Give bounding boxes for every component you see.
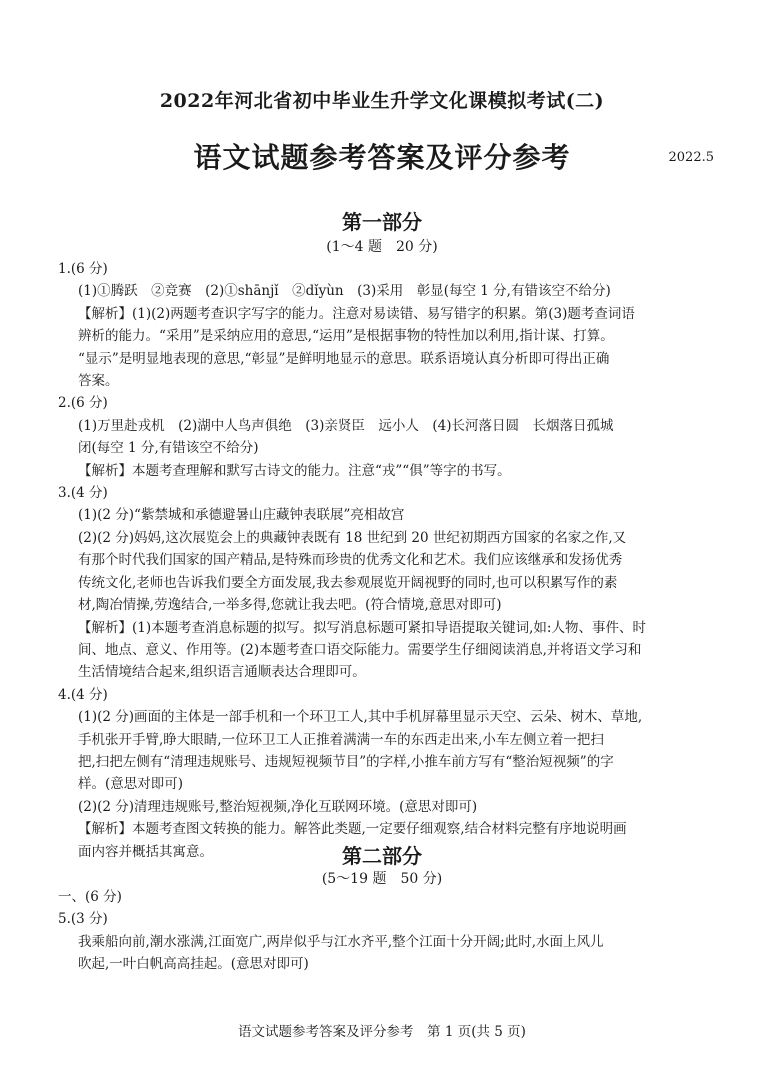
answer-line: 闭(每空 1 分,有错该空不给分) — [78, 440, 259, 457]
answer-line: 手机张开手臂,睁大眼睛,一位环卫工人正推着满满一车的东西走出来,小车左侧立着一把扫 — [78, 731, 604, 748]
answer-line: (1)(2 分)画面的主体是一部手机和一个环卫工人,其中手机屏幕里显示天空、云朵、树木、草地, — [78, 709, 643, 726]
analysis-line: 答案。 — [78, 373, 119, 390]
question-number: 4.(4 分) — [58, 686, 108, 703]
analysis-line: 面内容并概括其寓意。 — [78, 843, 213, 860]
part-two-title: 第二部分 — [342, 844, 422, 868]
answer-line: 材,陶冶情操,劳逸结合,一举多得,您就让我去吧。(符合情境,意思对即可) — [78, 597, 502, 614]
answer-line: (1)万里赴戎机 (2)湖中人鸟声俱绝 (3)亲贤臣 远小人 (4)长河落日圆 长烟落日孤城 — [78, 417, 614, 434]
question-block — [58, 684, 710, 863]
answer-line: (2)(2 分)清理违规账号,整治短视频,净化互联网环境。(意思对即可) — [78, 798, 478, 815]
question-number: 3.(4 分) — [58, 485, 108, 502]
analysis-line: 【解析】本题考查图文转换的能力。解答此类题,一定要仔细观察,结合材料完整有序地说明画 — [78, 821, 627, 838]
question-block — [58, 482, 710, 684]
question-number: 2.(6 分) — [58, 395, 108, 412]
part-two-body — [58, 886, 710, 976]
part-one-title: 第一部分 — [342, 210, 422, 234]
analysis-line: 【解析】本题考查理解和默写古诗文的能力。注意“戎”“俱”等字的书写。 — [78, 462, 511, 479]
question-number: 5.(3 分) — [58, 911, 108, 928]
analysis-line: 【解析】(1)本题考查消息标题的拟写。拟写消息标题可紧扣导语提取关键词,如:人物、事件、时 — [78, 619, 646, 636]
part-one-range: (1～4 题 20 分) — [326, 239, 438, 255]
question-number: 1.(6 分) — [58, 261, 108, 277]
section-heading: 一、(6 分) — [58, 889, 122, 905]
question-block — [58, 908, 710, 975]
answer-line: 传统文化,老师也告诉我们要全方面发展,我去参观展览开阔视野的同时,也可以积累写作的素 — [78, 574, 618, 591]
part-two-range: (5～19 题 50 分) — [321, 871, 443, 887]
question-block — [58, 392, 710, 482]
answer-line: (2)(2 分)妈妈,这次展览会上的典藏钟表既有 18 世纪到 20 世纪初期西方国家的名家之作,又 — [78, 529, 627, 546]
exam-title: 2022年河北省初中毕业生升学文化课模拟考试(二) — [159, 90, 605, 112]
answer-line: 把,扫把左侧有“清理违规账号、违规短视频节目”的字样,小推车前方写有“整治短视频”的字 — [78, 753, 614, 770]
page-footer: 语文试题参考答案及评分参考 第 1 页(共 5 页) — [238, 1024, 526, 1040]
answer-line: 有那个时代我们国家的国产精品,是特殊而珍贵的优秀文化和艺术。我们应该继承和发扬优秀 — [78, 552, 623, 569]
answer-line: (1)(2 分)“紫禁城和承德避暑山庄藏钟表联展”亮相故宫 — [78, 507, 405, 524]
part-one-body — [58, 258, 710, 863]
answer-line: 吹起,一叶白帆高高挂起。(意思对即可) — [78, 956, 309, 973]
analysis-line: 辨析的能力。“采用”是采纳应用的意思,“运用”是根据事物的特性加以利用,指计谋、打算。 — [78, 328, 614, 345]
document-date: 2022.5 — [668, 150, 714, 165]
question-block — [58, 258, 710, 392]
document-title: 语文试题参考答案及评分参考 — [193, 141, 571, 174]
analysis-line: 生活情境结合起来,组织语言通顺表达合理即可。 — [78, 664, 366, 681]
analysis-line: 间、地点、意义、作用等。(2)本题考查口语交际能力。需要学生仔细阅读消息,并将语文学习和 — [78, 641, 642, 658]
answer-line: 我乘船向前,潮水涨满,江面宽广,两岸似乎与江水齐平,整个江面十分开阔;此时,水面上风儿 — [78, 933, 604, 950]
analysis-line: 【解析】(1)(2)两题考查识字写字的能力。注意对易读错、易写错字的积累。第(3)题考查词语 — [78, 305, 635, 322]
answer-line: (1)①腾跃 ②竞赛 (2)①shānjǐ ②dǐyùn (3)采用 彰显(每空 1 分,有错该空不给分) — [78, 283, 611, 300]
analysis-line: “显示”是明显地表现的意思,“彰显”是鲜明地显示的意思。联系语境认真分析即可得出正确 — [78, 350, 610, 367]
answer-line: 样。(意思对即可) — [78, 776, 184, 793]
